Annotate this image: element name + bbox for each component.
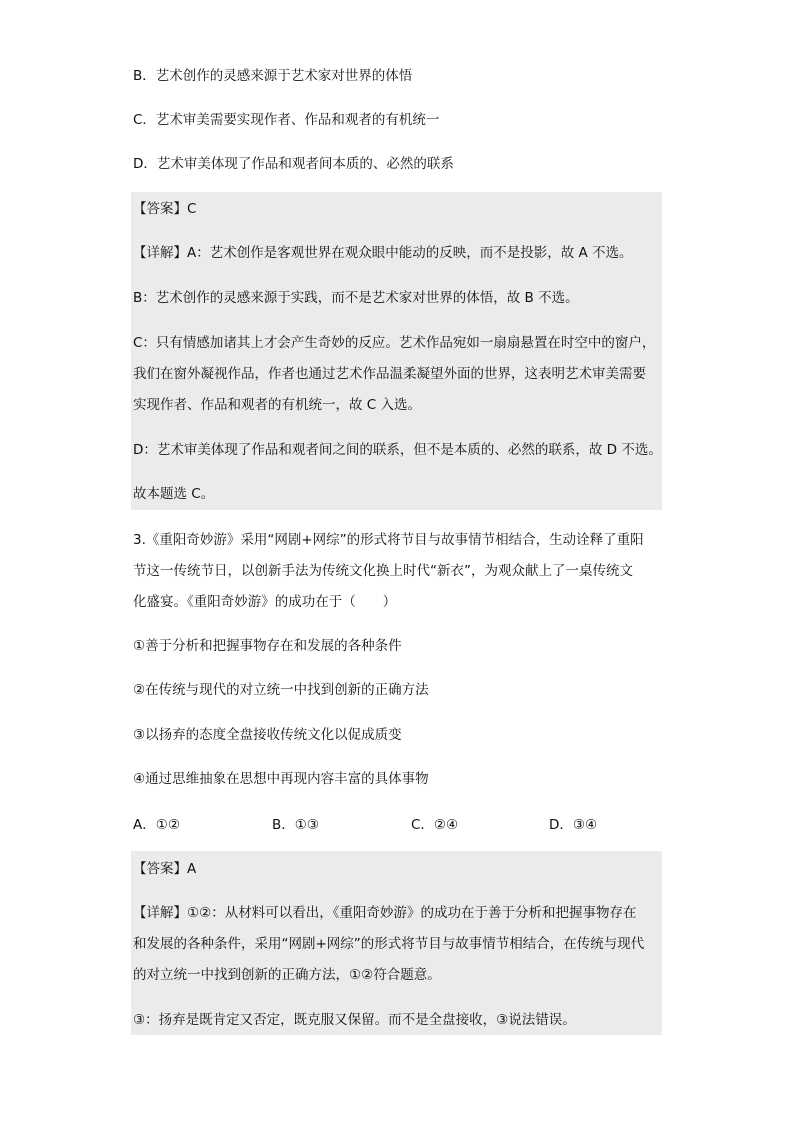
- question-stem-line2: 节这一传统节日，以创新手法为传统文化换上时代“新衣”，为观众献上了一桌传统文: [133, 563, 633, 579]
- question-stem-line1: 3.《重阳奇妙游》采用“网剧+网综”的形式将节目与故事情节相结合，生动诠释了重阳: [133, 532, 644, 548]
- detail-a: 【详解】A：艺术创作是客观世界在观众眼中能动的反映，而不是投影，故 A 不选。: [133, 245, 633, 261]
- option-b: B．艺术创作的灵感来源于艺术家对世界的体悟: [133, 68, 413, 84]
- detail-2-line2: 和发展的各种条件，采用“网剧+网综”的形式将节目与故事情节相结合，在传统与现代: [133, 936, 645, 952]
- choice-d: D．③④: [549, 817, 598, 833]
- choice-b: B．①③: [272, 817, 319, 833]
- conclusion: 故本题选 C。: [133, 486, 215, 502]
- detail-2-line3: 的对立统一中找到创新的正确方法，①②符合题意。: [133, 967, 441, 983]
- option-c: C．艺术审美需要实现作者、作品和观者的有机统一: [133, 112, 440, 128]
- detail-c-line2: 我们在窗外凝视作品，作者也通过艺术作品温柔凝望外面的世界，这表明艺术审美需要: [133, 366, 646, 382]
- answer-label-2: 【答案】A: [133, 861, 197, 877]
- choice-a: A．①②: [133, 817, 180, 833]
- detail-d: D：艺术审美体现了作品和观者间之间的联系，但不是本质的、必然的联系，故 D 不选。: [133, 442, 662, 458]
- detail-2-line1: 【详解】①②：从材料可以看出，《重阳奇妙游》的成功在于善于分析和把握事物存在: [133, 905, 637, 921]
- detail-b: B：艺术创作的灵感来源于实践，而不是艺术家对世界的体悟，故 B 不选。: [133, 290, 579, 306]
- detail-2-line4: ③：扬弃是既肯定又否定，既克服又保留。而不是全盘接收，③说法错误。: [133, 1012, 576, 1028]
- detail-c-line3: 实现作者、作品和观者的有机统一，故 C 入选。: [133, 397, 422, 413]
- statement-3: ③以扬弃的态度全盘接收传统文化以促成质变: [133, 727, 402, 743]
- choice-c: C．②④: [411, 817, 459, 833]
- statement-4: ④通过思维抽象在思想中再现内容丰富的具体事物: [133, 771, 429, 787]
- statement-2: ②在传统与现代的对立统一中找到创新的正确方法: [133, 682, 429, 698]
- detail-c-line1: C：只有情感加诸其上才会产生奇妙的反应。艺术作品宛如一扇扇悬置在时空中的窗户，: [133, 335, 656, 351]
- statement-1: ①善于分析和把握事物存在和发展的各种条件: [133, 638, 402, 654]
- option-d: D．艺术审美体现了作品和观者间本质的、必然的联系: [133, 156, 454, 172]
- answer-label: 【答案】C: [133, 201, 197, 217]
- question-stem-line3: 化盛宴。《重阳奇妙游》的成功在于（ ）: [133, 594, 397, 610]
